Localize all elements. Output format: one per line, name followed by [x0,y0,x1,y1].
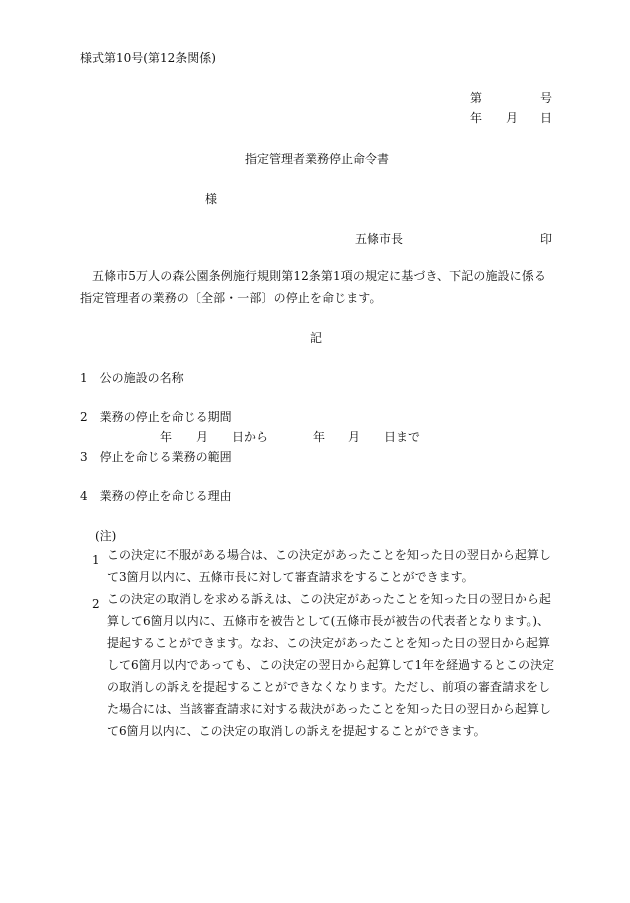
date-month: 月 [506,111,519,125]
item-label: 業務の停止を命じる理由 [99,489,232,503]
period-start-month: 月 [196,430,209,444]
addressee-suffix: 様 [205,192,218,206]
document-title: 指定管理者業務停止命令書 [245,152,390,166]
list-item [80,372,184,384]
note-text: この決定の取消しを求める訴えは、この決定があったことを知った日の翌日から起算して6箇月以内に、五條市を被告として(五條市長が被告の代表者となります。)、提起することができます。なお、この決定があったことを知った日の翌日から起算して6箇月以内であっても、この決定の翌日から起算して1年を経過するとこの決定の取消しの訴えを提起することができなくなります。ただし、前項の審査請求をした場合には、当該審査請求に対する裁決があったことを知った日の翌日から起算して6箇月以内に、この決定の取消しの訴えを提起することができます。 [107,592,555,738]
date-day: 日 [540,111,553,125]
item-label: 業務の停止を命じる期間 [99,410,232,424]
item-number: 4 [80,489,88,503]
note-number: 1 [92,553,100,567]
notes-heading: (注) [95,529,117,543]
number-suffix: 号 [540,91,553,105]
ki-heading: 記 [310,331,323,345]
list-item [80,490,232,502]
seal-mark: 印 [540,232,553,246]
item-label: 停止を命じる業務の範囲 [99,450,232,464]
body-paragraph: 五條市5万人の森公園条例施行規則第12条第1項の規定に基づき、下記の施設に係る指定管理者の業務の〔全部・一部〕の停止を命じます。 [80,269,546,305]
period-start-year: 年 [160,430,173,444]
period-end-month: 月 [348,430,361,444]
number-prefix: 第 [470,91,483,105]
period-end-year: 年 [313,430,326,444]
issuer-name: 五條市長 [355,232,404,246]
item-number: 1 [80,371,88,385]
form-label: 様式第10号(第12条関係) [80,51,216,65]
item-number: 3 [80,450,88,464]
note-text: この決定に不服がある場合は、この決定があったことを知った日の翌日から起算して3箇月以内に、五條市長に対して審査請求をすることができます。 [107,548,551,584]
list-item [80,411,232,423]
period-end-day: 日まで [384,430,421,444]
note-number: 2 [92,597,100,611]
item-label: 公の施設の名称 [99,371,184,385]
list-item [80,451,232,463]
date-year: 年 [470,111,483,125]
period-start-day: 日から [232,430,269,444]
item-number: 2 [80,410,88,424]
